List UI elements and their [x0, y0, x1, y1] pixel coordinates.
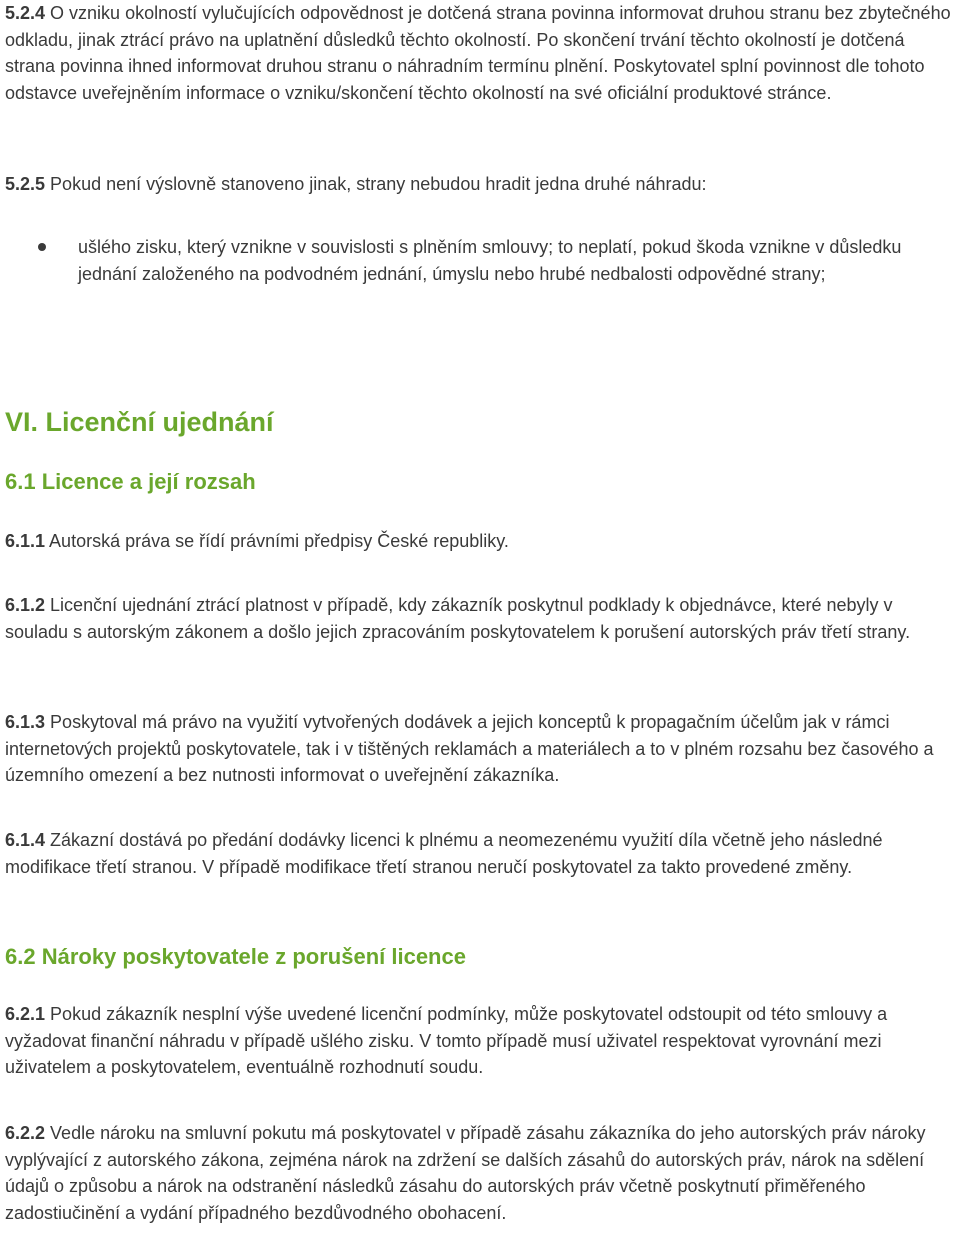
clause-text: Licenční ujednání ztrácí platnost v případě, kdy zákazník poskytnul podklady k objednávce, které nebyly v souladu s autorským zákonem a došlo jejich zpracováním poskytovatelem k porušení autorských práv třetí strany.	[5, 595, 911, 642]
paragraph-6-1-3	[5, 709, 955, 789]
clause-text: O vzniku okolností vylučujících odpovědnost je dotčená strana povinna informovat druhou stranu bez zbytečného odkladu, jinak ztrácí právo na uplatnění důsledků těchto okolností. Po skončení trvání těchto okolností je dotčená strana povinna ihned informovat druhou stranu o náhradním termínu plnění. Poskytovatel splní povinnost dle tohoto odstavce uveřejněním informace o vzniku/skončení těchto okolností na své oficiální produktové stránce.	[5, 3, 951, 103]
clause-number: 5.2.4	[5, 3, 46, 23]
clause-text: Poskytoval má právo na využití vytvořených dodávek a jejich konceptů k propagačním účelům jak v rámci internetových projektů poskytovatele, tak i v tištěných reklamách a materiálech a to v plném rozsahu bez časového a územního omezení a bez nutnosti informovat o uveřejnění zákazníka.	[5, 712, 934, 785]
clause-text: Vedle nároku na smluvní pokutu má poskytovatel v případě zásahu zákazníka do jeho autorských práv nároky vyplývající z autorského zákona, zejména nárok na zdržení se dalších zásahů do autorských práv, nárok na sdělení údajů o způsobu a nárok na odstranění následků zásahu do autorských práv včetně poskytnutí přiměřeného zadostiučinění a vydání případného bezdůvodného obohacení.	[5, 1123, 926, 1223]
clause-text: Zákazní dostává po předání dodávky licenci k plnému a neomezenému využití díla včetně jeho následné modifikace třetí stranou. V případě modifikace třetí stranou neručí poskytovatel za takto provedené změny.	[5, 830, 883, 877]
paragraph-5-2-5	[5, 171, 955, 198]
clause-text: Pokud zákazník nesplní výše uvedené licenční podmínky, může poskytovatel odstoupit od této smlouvy a vyžadovat finanční náhradu v případě ušlého zisku. V tomto případě musí uživatel respektovat vyrovnání mezi uživatelem a poskytovatelem, eventuálně rozhodnutí soudu.	[5, 1004, 888, 1077]
clause-text: Autorská práva se řídí právními předpisy České republiky.	[45, 531, 509, 551]
paragraph-6-1-2	[5, 592, 955, 645]
clause-number: 6.1.3	[5, 712, 46, 732]
section-heading-vi: VI. Licenční ujednání	[5, 407, 274, 437]
clause-number: 6.2.1	[5, 1004, 46, 1024]
clause-number: 6.1.1	[5, 531, 46, 551]
clause-number: 5.2.5	[5, 174, 46, 194]
bullet-icon	[38, 243, 46, 251]
paragraph-6-2-1	[5, 1001, 955, 1081]
subsection-heading-6-1: 6.1 Licence a její rozsah	[5, 469, 256, 494]
paragraph-6-1-4	[5, 827, 955, 880]
clause-number: 6.2.2	[5, 1123, 46, 1143]
paragraph-6-2-2	[5, 1120, 955, 1226]
paragraph-6-1-1	[5, 528, 955, 555]
clause-number: 6.1.4	[5, 830, 46, 850]
clause-number: 6.1.2	[5, 595, 46, 615]
list-item: ušlého zisku, který vznikne v souvislosti s plněním smlouvy; to neplatí, pokud škoda vznikne v důsledku jednání založeného na podvodném jednání, úmyslu nebo hrubé nedbalosti odpovědné strany;	[78, 237, 902, 284]
subsection-heading-6-2: 6.2 Nároky poskytovatele z porušení licence	[5, 944, 466, 969]
paragraph-5-2-4	[5, 0, 955, 106]
clause-text: Pokud není výslovně stanoveno jinak, strany nebudou hradit jedna druhé náhradu:	[45, 174, 707, 194]
